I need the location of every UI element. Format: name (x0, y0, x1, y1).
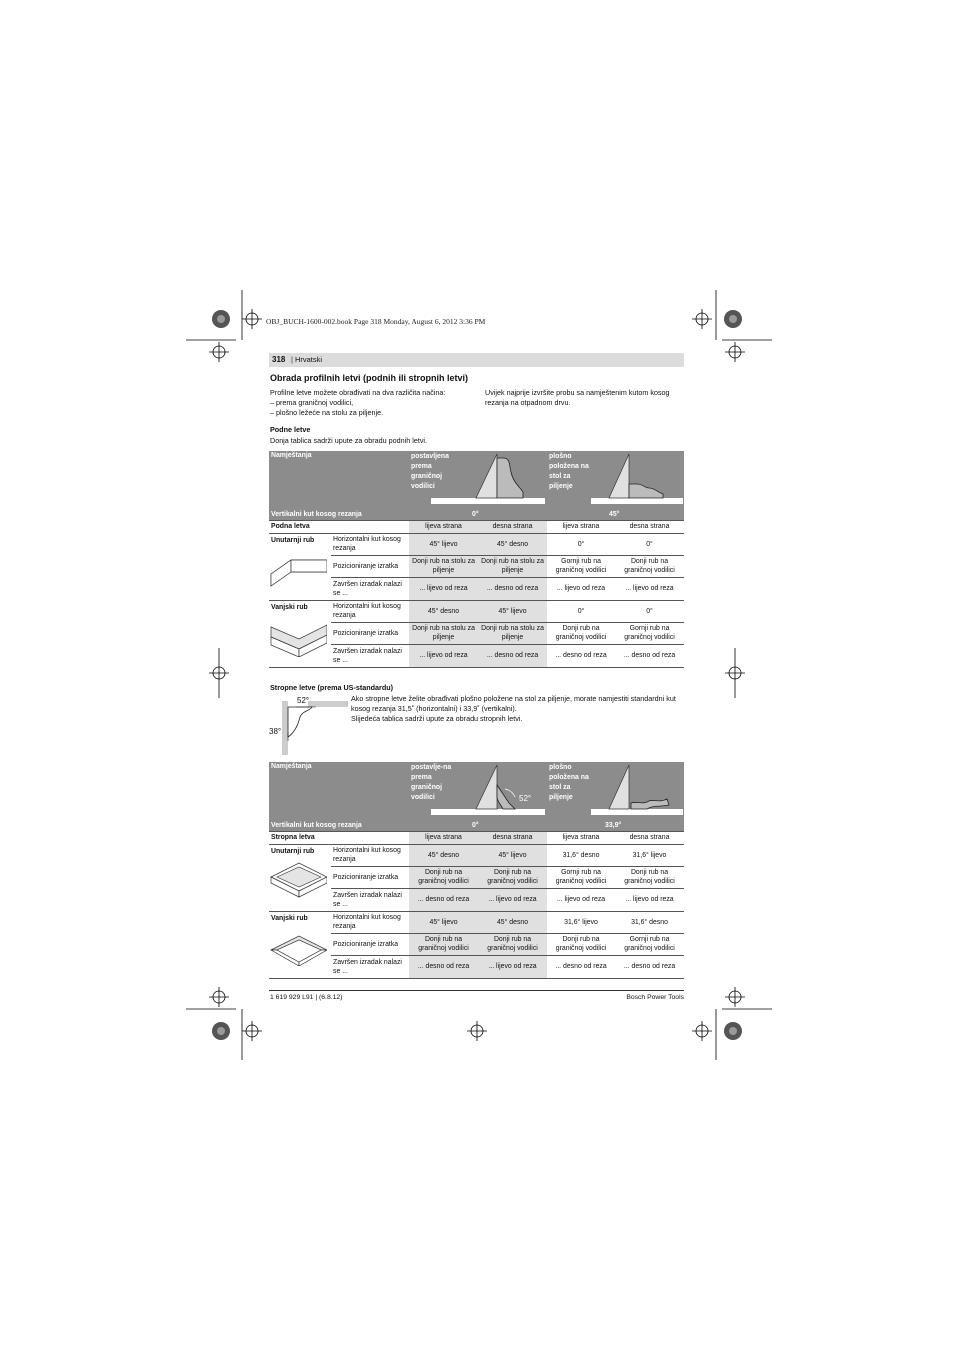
header-text: postavlje-na (411, 764, 452, 772)
value-cell: ... desno od reza (615, 955, 684, 978)
value-cell: Donji rub na stolu za piljenje (409, 622, 478, 644)
figure-angle-label: 52° (519, 794, 532, 804)
row-label: Završen izradak nalazi se ... (331, 644, 409, 667)
value-cell: Gornji rub na graničnoj vodilici (547, 555, 615, 577)
value-cell: 45° desno (478, 911, 547, 933)
value-cell: ... lijevo od reza (615, 577, 684, 600)
value-cell: Donji rub na stolu za piljenje (478, 555, 547, 577)
value-cell: ... lijevo od reza (478, 888, 547, 911)
outer-corner-figure (269, 617, 327, 657)
floor-heading: Podne letve (270, 425, 311, 434)
floor-description: Donja tablica sadrži upute za obradu podnih letvi. (270, 436, 428, 445)
inner-ceiling-corner-figure (269, 859, 327, 899)
value-cell: Donji rub na graničnoj vodilici (547, 933, 615, 955)
section-title: Obrada profilnih letvi (podnih ili stropnih letvi) (270, 373, 468, 383)
value-cell: 31,6° lijevo (615, 844, 684, 866)
settings-label: Namještanja (271, 763, 312, 771)
header-text: prema (411, 463, 432, 471)
angle-value: 0° (472, 822, 479, 830)
figure-angle-label: 38° (269, 727, 282, 736)
ceiling-molding-against-fence-figure (431, 763, 545, 819)
angle-value: 0° (472, 511, 479, 519)
col-header: lijeva strana (547, 520, 615, 533)
molding-flat-on-table-figure (591, 452, 683, 508)
col-header: desna strana (615, 831, 684, 844)
header-text: stol za (549, 473, 571, 481)
value-cell: ... desno od reza (547, 644, 615, 667)
flat-header (547, 451, 684, 520)
intro-item: – plošno ležeće na stolu za piljenje. (270, 408, 384, 417)
header-text: graničnoj (411, 473, 443, 481)
row-label: Pozicioniranje izratka (331, 866, 409, 888)
row-label: Završen izradak nalazi se ... (331, 888, 409, 911)
value-cell: 31,6° lijevo (547, 911, 615, 933)
col-header: desna strana (478, 831, 547, 844)
inner-corner-figure (269, 550, 327, 590)
intro-line: Profilne letve možete obrađivati na dva različita načina: (270, 388, 446, 397)
angle-value: 45° (609, 511, 620, 519)
settings-label: Namještanja (271, 452, 312, 460)
sub-row-label: Podna letva (269, 520, 409, 533)
value-cell: Donji rub na graničnoj vodilici (615, 866, 684, 888)
row-label: Pozicioniranje izratka (331, 933, 409, 955)
description-line: kosog rezanja 31,5˚ (horizontalni) i 33,9˚ (vertikalni). (351, 704, 517, 713)
value-cell: ... lijevo od reza (409, 644, 478, 667)
value-cell: Donji rub na graničnoj vodilici (478, 933, 547, 955)
row-label: Završen izradak nalazi se ... (331, 577, 409, 600)
value-cell: 0° (615, 600, 684, 622)
value-cell: ... desno od reza (409, 888, 478, 911)
col-header: lijeva strana (409, 831, 478, 844)
row-group-label: Unutarnji rub (271, 847, 315, 855)
col-header: desna strana (615, 520, 684, 533)
figure-angle-label: 52° (297, 696, 310, 705)
value-cell: Gornji rub na graničnoj vodilici (615, 622, 684, 644)
vertical-angle-label: Vertikalni kut kosog rezanja (271, 511, 362, 519)
row-label: Horizontalni kut kosog rezanja (331, 911, 409, 933)
value-cell: 45° lijevo (478, 844, 547, 866)
value-cell: ... desno od reza (409, 955, 478, 978)
settings-header (269, 762, 409, 831)
ceiling-molding-flat-figure (591, 763, 683, 819)
inner-edge-cell (269, 533, 331, 600)
col-header: lijeva strana (547, 831, 615, 844)
value-cell: Donji rub na stolu za piljenje (478, 622, 547, 644)
vertical-angle-label: Vertikalni kut kosog rezanja (271, 822, 362, 830)
value-cell: Donji rub na graničnoj vodilici (409, 866, 478, 888)
row-label: Pozicioniranje izratka (331, 622, 409, 644)
floor-table (269, 451, 684, 668)
value-cell: Donji rub na graničnoj vodilici (409, 933, 478, 955)
print-imprint: OBJ_BUCH-1600-002.book Page 318 Monday, August 6, 2012 3:36 PM (266, 317, 486, 326)
intro-left (270, 388, 480, 418)
footer-brand: Bosch Power Tools (626, 994, 684, 1001)
value-cell: Donji rub na graničnoj vodilici (478, 866, 547, 888)
value-cell: Donji rub na graničnoj vodilici (547, 622, 615, 644)
value-cell: 31,6° desno (547, 844, 615, 866)
row-group-label: Vanjski rub (271, 914, 308, 922)
header-text: položena na (549, 463, 589, 471)
value-cell: Gornji rub na graničnoj vodilici (547, 866, 615, 888)
page-header (269, 353, 684, 367)
value-cell: ... desno od reza (615, 644, 684, 667)
row-label: Horizontalni kut kosog rezanja (331, 533, 409, 555)
value-cell: ... lijevo od reza (478, 955, 547, 978)
intro-right (485, 388, 685, 408)
value-cell: Donji rub na graničnoj vodilici (615, 555, 684, 577)
value-cell: ... lijevo od reza (547, 888, 615, 911)
value-cell: ... desno od reza (478, 644, 547, 667)
description-line: Ako stropne letve želite obrađivati plošno položene na stol za piljenje, morate namjestiti standardni kut (351, 694, 676, 703)
value-cell: ... lijevo od reza (547, 577, 615, 600)
value-cell: ... lijevo od reza (409, 577, 478, 600)
value-cell: 45° desno (409, 844, 478, 866)
col-header: lijeva strana (409, 520, 478, 533)
row-label: Završen izradak nalazi se ... (331, 955, 409, 978)
inner-edge-cell (269, 844, 331, 911)
ceiling-table (269, 762, 684, 979)
language-label: | Hrvatski (291, 355, 322, 364)
description-line: Slijedeća tablica sadrži upute za obradu stropnih letvi. (351, 714, 523, 723)
value-cell: 0° (547, 533, 615, 555)
header-text: stol za (549, 784, 571, 792)
header-text: prema (411, 774, 432, 782)
row-label: Horizontalni kut kosog rezanja (331, 844, 409, 866)
value-cell: 45° desno (478, 533, 547, 555)
settings-header (269, 451, 409, 520)
value-cell: 0° (615, 533, 684, 555)
header-text: graničnoj (411, 784, 443, 792)
header-text: piljenje (549, 794, 573, 802)
header-text: plošno (549, 764, 572, 772)
header-text: vodilici (411, 794, 435, 802)
fence-header (409, 451, 547, 520)
intro-item: – prema graničnoj vodilici, (270, 398, 354, 407)
header-text: postavljena (411, 453, 449, 461)
ceiling-description (351, 694, 685, 724)
value-cell: Gornji rub na graničnoj vodilici (615, 933, 684, 955)
value-cell: ... lijevo od reza (615, 888, 684, 911)
value-cell: 31,6° desno (615, 911, 684, 933)
row-group-label: Unutarnji rub (271, 536, 315, 544)
header-text: vodilici (411, 483, 435, 491)
value-cell: ... desno od reza (547, 955, 615, 978)
fence-header (409, 762, 547, 831)
angle-value: 33,9° (605, 822, 622, 830)
value-cell: 45° lijevo (409, 533, 478, 555)
flat-header (547, 762, 684, 831)
footer-doc-number: 1 619 929 L91 | (6.8.12) (270, 994, 343, 1001)
value-cell: 45° lijevo (409, 911, 478, 933)
header-text: piljenje (549, 483, 573, 491)
intro-note: rezanja na otpadnom drvu. (485, 398, 571, 407)
value-cell: ... desno od reza (478, 577, 547, 600)
row-label: Horizontalni kut kosog rezanja (331, 600, 409, 622)
value-cell: 0° (547, 600, 615, 622)
outer-edge-cell (269, 600, 331, 667)
outer-ceiling-corner-figure (269, 926, 327, 966)
col-header: desna strana (478, 520, 547, 533)
ceiling-heading: Stropne letve (prema US-standardu) (270, 683, 394, 692)
molding-against-fence-figure (431, 452, 545, 508)
value-cell: 45° desno (409, 600, 478, 622)
outer-edge-cell (269, 911, 331, 978)
value-cell: 45° lijevo (478, 600, 547, 622)
header-text: plošno (549, 453, 572, 461)
footer-divider (269, 990, 684, 991)
row-group-label: Vanjski rub (271, 603, 308, 611)
sub-row-label: Stropna letva (269, 831, 409, 844)
value-cell: Donji rub na stolu za piljenje (409, 555, 478, 577)
header-text: položena na (549, 774, 589, 782)
row-label: Pozicioniranje izratka (331, 555, 409, 577)
page-number: 318 (272, 355, 286, 364)
intro-note: Uvijek najprije izvršite probu sa namještenim kutom kosog (485, 388, 670, 397)
